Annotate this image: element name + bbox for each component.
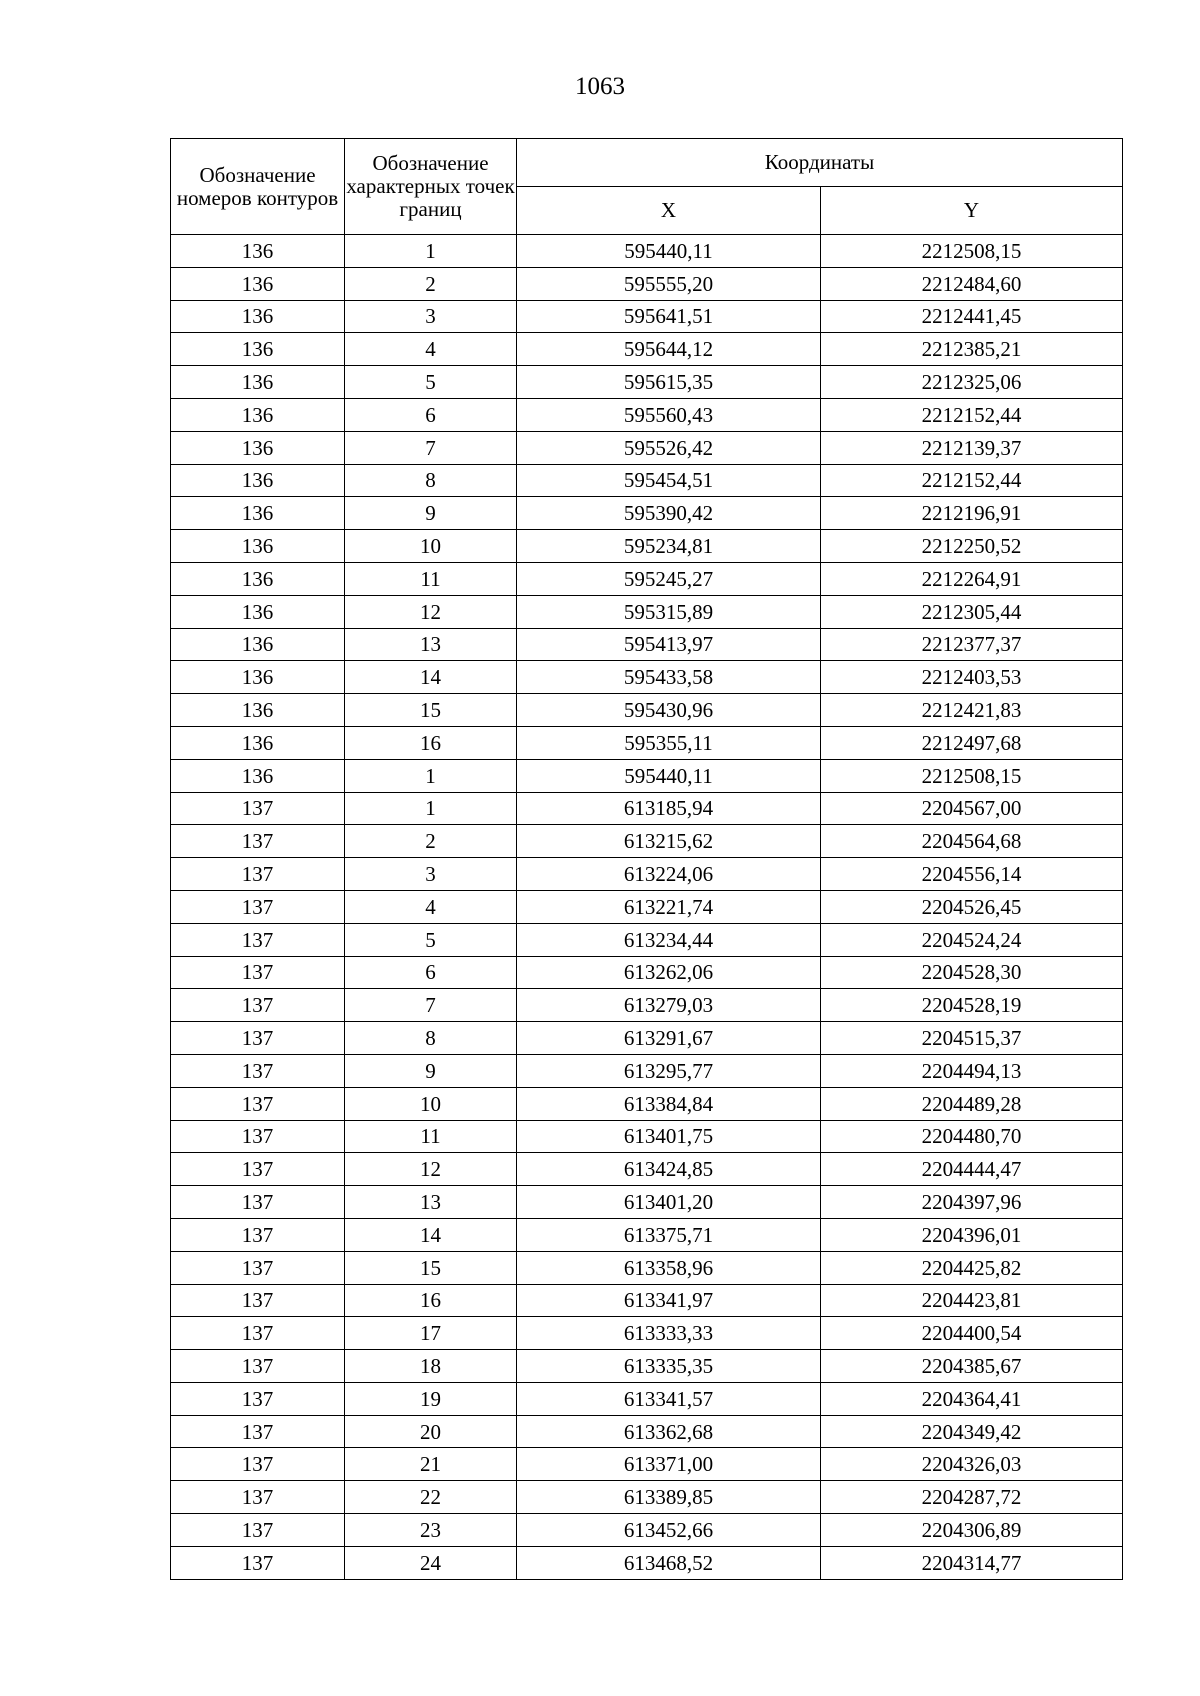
header-boundary-points: Обозначение характерных точек границ [345,139,517,235]
table-row [171,890,1123,923]
cell-x: 595430,96 [517,694,821,727]
table-row [171,497,1123,530]
cell-point: 10 [345,1087,517,1120]
cell-y: 2212264,91 [821,562,1123,595]
cell-point: 10 [345,530,517,563]
cell-contour: 137 [171,1415,345,1448]
cell-y: 2212421,83 [821,694,1123,727]
cell-contour: 137 [171,1153,345,1186]
cell-point: 17 [345,1317,517,1350]
cell-y: 2212441,45 [821,300,1123,333]
cell-contour: 137 [171,956,345,989]
table-row [171,759,1123,792]
cell-y: 2204349,42 [821,1415,1123,1448]
cell-y: 2212377,37 [821,628,1123,661]
cell-point: 11 [345,562,517,595]
cell-x: 613185,94 [517,792,821,825]
table-row [171,792,1123,825]
cell-point: 18 [345,1350,517,1383]
cell-contour: 136 [171,366,345,399]
table-row [171,464,1123,497]
cell-point: 13 [345,1186,517,1219]
cell-contour: 137 [171,1251,345,1284]
table-row [171,595,1123,628]
cell-x: 595526,42 [517,431,821,464]
table-row [171,726,1123,759]
cell-y: 2204287,72 [821,1481,1123,1514]
cell-point: 4 [345,333,517,366]
cell-contour: 136 [171,562,345,595]
cell-contour: 136 [171,300,345,333]
table-row [171,431,1123,464]
cell-contour: 137 [171,989,345,1022]
cell-contour: 137 [171,1284,345,1317]
cell-x: 595390,42 [517,497,821,530]
cell-y: 2204524,24 [821,923,1123,956]
cell-y: 2204515,37 [821,1022,1123,1055]
cell-y: 2204385,67 [821,1350,1123,1383]
cell-point: 8 [345,1022,517,1055]
cell-x: 613358,96 [517,1251,821,1284]
cell-x: 613401,20 [517,1186,821,1219]
cell-x: 613221,74 [517,890,821,923]
cell-y: 2204425,82 [821,1251,1123,1284]
cell-y: 2212484,60 [821,267,1123,300]
table-row [171,1514,1123,1547]
table-row [171,1448,1123,1481]
cell-contour: 136 [171,267,345,300]
cell-contour: 136 [171,661,345,694]
cell-point: 2 [345,825,517,858]
table-row [171,1186,1123,1219]
table-row [171,661,1123,694]
header-contour-numbers: Обозначение номеров контуров [171,139,345,235]
cell-contour: 137 [171,1448,345,1481]
cell-x: 613362,68 [517,1415,821,1448]
cell-y: 2204400,54 [821,1317,1123,1350]
cell-point: 21 [345,1448,517,1481]
cell-point: 4 [345,890,517,923]
cell-contour: 137 [171,1546,345,1579]
cell-x: 613295,77 [517,1054,821,1087]
cell-y: 2204480,70 [821,1120,1123,1153]
table-row [171,956,1123,989]
cell-contour: 136 [171,398,345,431]
table-row [171,858,1123,891]
cell-contour: 137 [171,1350,345,1383]
cell-point: 14 [345,1218,517,1251]
cell-point: 3 [345,300,517,333]
cell-contour: 136 [171,235,345,268]
table-row [171,300,1123,333]
cell-point: 19 [345,1382,517,1415]
cell-y: 2204556,14 [821,858,1123,891]
cell-contour: 136 [171,431,345,464]
cell-contour: 137 [171,825,345,858]
cell-point: 23 [345,1514,517,1547]
cell-x: 595245,27 [517,562,821,595]
table-row [171,1481,1123,1514]
cell-point: 16 [345,726,517,759]
cell-contour: 137 [171,1218,345,1251]
cell-point: 7 [345,989,517,1022]
cell-contour: 137 [171,792,345,825]
cell-y: 2212508,15 [821,235,1123,268]
cell-x: 613384,84 [517,1087,821,1120]
table-body [171,235,1123,1580]
cell-contour: 137 [171,1054,345,1087]
cell-point: 2 [345,267,517,300]
cell-x: 595315,89 [517,595,821,628]
cell-point: 7 [345,431,517,464]
table-row [171,694,1123,727]
cell-point: 15 [345,694,517,727]
table-row [171,398,1123,431]
table-row [171,825,1123,858]
cell-x: 595641,51 [517,300,821,333]
cell-y: 2212152,44 [821,464,1123,497]
cell-y: 2204494,13 [821,1054,1123,1087]
cell-point: 24 [345,1546,517,1579]
cell-point: 8 [345,464,517,497]
cell-contour: 136 [171,628,345,661]
cell-x: 595644,12 [517,333,821,366]
cell-y: 2204528,30 [821,956,1123,989]
cell-contour: 137 [171,1120,345,1153]
cell-x: 595615,35 [517,366,821,399]
cell-y: 2204444,47 [821,1153,1123,1186]
cell-y: 2204489,28 [821,1087,1123,1120]
cell-y: 2204364,41 [821,1382,1123,1415]
table-row [171,923,1123,956]
cell-point: 6 [345,956,517,989]
table-row [171,1382,1123,1415]
cell-x: 613262,06 [517,956,821,989]
cell-y: 2204567,00 [821,792,1123,825]
cell-x: 613341,97 [517,1284,821,1317]
cell-x: 595454,51 [517,464,821,497]
cell-y: 2204396,01 [821,1218,1123,1251]
cell-contour: 137 [171,1087,345,1120]
cell-point: 9 [345,1054,517,1087]
cell-contour: 136 [171,530,345,563]
cell-point: 13 [345,628,517,661]
table-row [171,989,1123,1022]
cell-point: 1 [345,235,517,268]
cell-point: 14 [345,661,517,694]
cell-contour: 137 [171,1514,345,1547]
cell-contour: 136 [171,759,345,792]
table-row [171,1087,1123,1120]
cell-y: 2204397,96 [821,1186,1123,1219]
cell-y: 2204528,19 [821,989,1123,1022]
cell-contour: 136 [171,726,345,759]
header-x: X [517,187,821,235]
cell-contour: 136 [171,595,345,628]
cell-x: 613215,62 [517,825,821,858]
cell-point: 15 [345,1251,517,1284]
cell-y: 2204314,77 [821,1546,1123,1579]
cell-x: 595440,11 [517,235,821,268]
table-row [171,1153,1123,1186]
cell-y: 2212196,91 [821,497,1123,530]
cell-y: 2212250,52 [821,530,1123,563]
cell-x: 613468,52 [517,1546,821,1579]
cell-y: 2212325,06 [821,366,1123,399]
table-row [171,530,1123,563]
table-row [171,1054,1123,1087]
cell-point: 3 [345,858,517,891]
table-row [171,1120,1123,1153]
cell-contour: 137 [171,1481,345,1514]
cell-point: 1 [345,792,517,825]
cell-point: 6 [345,398,517,431]
page-number: 1063 [575,73,625,100]
cell-y: 2212403,53 [821,661,1123,694]
cell-x: 613224,06 [517,858,821,891]
cell-point: 5 [345,366,517,399]
cell-y: 2204326,03 [821,1448,1123,1481]
table-header [171,139,1123,235]
cell-x: 613371,00 [517,1448,821,1481]
cell-point: 5 [345,923,517,956]
table-row [171,1218,1123,1251]
table-row [171,1415,1123,1448]
cell-point: 9 [345,497,517,530]
cell-x: 613234,44 [517,923,821,956]
cell-y: 2212497,68 [821,726,1123,759]
cell-x: 613335,35 [517,1350,821,1383]
cell-x: 595560,43 [517,398,821,431]
cell-contour: 136 [171,333,345,366]
cell-y: 2212305,44 [821,595,1123,628]
cell-contour: 136 [171,694,345,727]
header-y: Y [821,187,1123,235]
cell-point: 12 [345,1153,517,1186]
cell-point: 1 [345,759,517,792]
cell-contour: 137 [171,923,345,956]
table-row [171,1546,1123,1579]
cell-x: 613341,57 [517,1382,821,1415]
cell-x: 613401,75 [517,1120,821,1153]
cell-y: 2212152,44 [821,398,1123,431]
table-row [171,235,1123,268]
cell-x: 595355,11 [517,726,821,759]
coordinates-table [170,138,1123,1580]
cell-y: 2204423,81 [821,1284,1123,1317]
cell-y: 2204564,68 [821,825,1123,858]
table-row [171,1350,1123,1383]
table-row [171,1317,1123,1350]
cell-contour: 136 [171,497,345,530]
cell-y: 2212139,37 [821,431,1123,464]
cell-y: 2204306,89 [821,1514,1123,1547]
cell-point: 12 [345,595,517,628]
table-row [171,1251,1123,1284]
cell-contour: 137 [171,1317,345,1350]
cell-x: 613452,66 [517,1514,821,1547]
table-row [171,1284,1123,1317]
table-row [171,267,1123,300]
cell-contour: 137 [171,890,345,923]
cell-x: 613389,85 [517,1481,821,1514]
table-row [171,333,1123,366]
cell-contour: 137 [171,1382,345,1415]
cell-point: 11 [345,1120,517,1153]
header-coordinates: Координаты [517,139,1123,187]
cell-x: 595555,20 [517,267,821,300]
cell-x: 595433,58 [517,661,821,694]
cell-x: 613291,67 [517,1022,821,1055]
cell-y: 2212385,21 [821,333,1123,366]
cell-x: 613279,03 [517,989,821,1022]
cell-x: 613375,71 [517,1218,821,1251]
table-row [171,628,1123,661]
cell-point: 22 [345,1481,517,1514]
table-row [171,1022,1123,1055]
cell-x: 595234,81 [517,530,821,563]
cell-y: 2212508,15 [821,759,1123,792]
table-row [171,366,1123,399]
cell-x: 595440,11 [517,759,821,792]
cell-contour: 137 [171,1022,345,1055]
cell-y: 2204526,45 [821,890,1123,923]
cell-contour: 136 [171,464,345,497]
table-row [171,562,1123,595]
cell-point: 20 [345,1415,517,1448]
cell-contour: 137 [171,1186,345,1219]
cell-x: 613424,85 [517,1153,821,1186]
cell-x: 613333,33 [517,1317,821,1350]
cell-point: 16 [345,1284,517,1317]
cell-contour: 137 [171,858,345,891]
cell-x: 595413,97 [517,628,821,661]
